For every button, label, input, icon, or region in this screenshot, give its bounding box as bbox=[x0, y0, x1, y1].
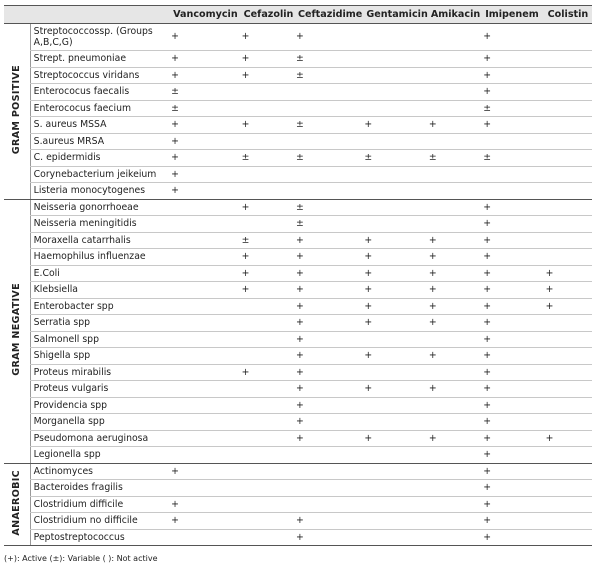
susceptibility-cell: + bbox=[429, 381, 483, 398]
organism-name: C. epidermidis bbox=[30, 150, 171, 167]
susceptibility-cell: + bbox=[296, 414, 364, 431]
susceptibility-cell: + bbox=[242, 282, 296, 299]
susceptibility-cell bbox=[171, 298, 241, 315]
susceptibility-cell: + bbox=[296, 315, 364, 332]
susceptibility-cell bbox=[483, 133, 545, 150]
organism-name: Clostridium no difficile bbox=[30, 513, 171, 530]
susceptibility-cell bbox=[242, 414, 296, 431]
susceptibility-cell bbox=[171, 199, 241, 216]
susceptibility-cell bbox=[546, 84, 592, 101]
susceptibility-cell bbox=[546, 480, 592, 497]
susceptibility-cell bbox=[546, 249, 592, 266]
susceptibility-cell bbox=[429, 513, 483, 530]
susceptibility-cell: + bbox=[364, 315, 428, 332]
susceptibility-cell bbox=[364, 199, 428, 216]
column-header: Vancomycin bbox=[171, 6, 241, 24]
susceptibility-cell bbox=[364, 24, 428, 51]
susceptibility-cell bbox=[364, 496, 428, 513]
organism-name: Klebsiella bbox=[30, 282, 171, 299]
susceptibility-cell bbox=[429, 463, 483, 480]
susceptibility-cell: ± bbox=[483, 100, 545, 117]
susceptibility-cell: + bbox=[171, 150, 241, 167]
susceptibility-cell: + bbox=[296, 232, 364, 249]
susceptibility-cell: + bbox=[483, 67, 545, 84]
table-row bbox=[4, 51, 592, 68]
susceptibility-cell bbox=[546, 315, 592, 332]
susceptibility-cell bbox=[296, 463, 364, 480]
susceptibility-cell: + bbox=[483, 480, 545, 497]
susceptibility-cell: + bbox=[429, 315, 483, 332]
table-row bbox=[4, 282, 592, 299]
table-row bbox=[4, 447, 592, 464]
table-row bbox=[4, 216, 592, 233]
susceptibility-cell: + bbox=[171, 67, 241, 84]
susceptibility-cell bbox=[171, 381, 241, 398]
organism-name: Providencia spp bbox=[30, 397, 171, 414]
column-header: Ceftazidime bbox=[296, 6, 364, 24]
organism-name: Corynebacterium jeikeium bbox=[30, 166, 171, 183]
susceptibility-cell: + bbox=[483, 315, 545, 332]
susceptibility-cell: + bbox=[171, 166, 241, 183]
susceptibility-cell bbox=[242, 315, 296, 332]
table-row bbox=[4, 100, 592, 117]
susceptibility-cell: + bbox=[429, 232, 483, 249]
susceptibility-cell bbox=[546, 348, 592, 365]
header-corner bbox=[4, 6, 30, 24]
table-row bbox=[4, 397, 592, 414]
susceptibility-cell bbox=[546, 100, 592, 117]
susceptibility-cell bbox=[242, 84, 296, 101]
organism-name: Peptostreptococcus bbox=[30, 529, 171, 546]
susceptibility-cell: + bbox=[483, 282, 545, 299]
table-row bbox=[4, 315, 592, 332]
susceptibility-cell: + bbox=[171, 183, 241, 200]
susceptibility-cell: + bbox=[429, 430, 483, 447]
table-row bbox=[4, 133, 592, 150]
column-header: Amikacin bbox=[429, 6, 483, 24]
susceptibility-cell: + bbox=[429, 282, 483, 299]
susceptibility-cell bbox=[171, 397, 241, 414]
susceptibility-cell bbox=[546, 117, 592, 134]
susceptibility-cell: + bbox=[483, 199, 545, 216]
susceptibility-cell: + bbox=[483, 397, 545, 414]
susceptibility-cell bbox=[429, 67, 483, 84]
susceptibility-cell: + bbox=[483, 331, 545, 348]
susceptibility-cell bbox=[242, 447, 296, 464]
table-row bbox=[4, 166, 592, 183]
susceptibility-cell: + bbox=[483, 216, 545, 233]
susceptibility-cell bbox=[242, 496, 296, 513]
table-row bbox=[4, 513, 592, 530]
table-legend: (+): Active (±): Variable ( ): Not active bbox=[4, 554, 158, 563]
susceptibility-cell bbox=[364, 513, 428, 530]
susceptibility-cell: + bbox=[546, 282, 592, 299]
susceptibility-cell bbox=[429, 447, 483, 464]
susceptibility-cell bbox=[546, 166, 592, 183]
table-row bbox=[4, 24, 592, 51]
susceptibility-cell bbox=[429, 199, 483, 216]
column-header: Imipenem bbox=[483, 6, 545, 24]
susceptibility-cell bbox=[242, 381, 296, 398]
table-row bbox=[4, 414, 592, 431]
susceptibility-cell bbox=[546, 364, 592, 381]
susceptibility-cell bbox=[242, 397, 296, 414]
susceptibility-cell bbox=[242, 100, 296, 117]
susceptibility-cell bbox=[546, 183, 592, 200]
group-label: ANAEROBIC bbox=[11, 469, 23, 536]
susceptibility-cell bbox=[364, 51, 428, 68]
susceptibility-cell bbox=[364, 84, 428, 101]
table-row bbox=[4, 249, 592, 266]
susceptibility-cell: + bbox=[296, 529, 364, 546]
susceptibility-cell: ± bbox=[483, 150, 545, 167]
organism-name: Shigella spp bbox=[30, 348, 171, 365]
susceptibility-cell: + bbox=[483, 51, 545, 68]
susceptibility-cell bbox=[296, 496, 364, 513]
susceptibility-cell: + bbox=[546, 430, 592, 447]
organism-name: Listeria monocytogenes bbox=[30, 183, 171, 200]
susceptibility-cell bbox=[171, 348, 241, 365]
susceptibility-cell bbox=[242, 430, 296, 447]
susceptibility-cell: + bbox=[364, 282, 428, 299]
susceptibility-cell: + bbox=[483, 24, 545, 51]
susceptibility-cell: + bbox=[483, 414, 545, 431]
organism-name: Bacteroides fragilis bbox=[30, 480, 171, 497]
table-row bbox=[4, 364, 592, 381]
susceptibility-cell bbox=[546, 232, 592, 249]
susceptibility-cell: ± bbox=[429, 150, 483, 167]
susceptibility-cell bbox=[364, 133, 428, 150]
susceptibility-cell: + bbox=[483, 84, 545, 101]
susceptibility-cell: + bbox=[364, 348, 428, 365]
organism-name: E.Coli bbox=[30, 265, 171, 282]
susceptibility-cell bbox=[364, 100, 428, 117]
susceptibility-cell: + bbox=[296, 397, 364, 414]
column-header: Cefazolin bbox=[242, 6, 296, 24]
susceptibility-cell: + bbox=[546, 298, 592, 315]
susceptibility-cell bbox=[171, 249, 241, 266]
susceptibility-cell bbox=[296, 84, 364, 101]
susceptibility-cell bbox=[242, 166, 296, 183]
organism-name: Haemophilus influenzae bbox=[30, 249, 171, 266]
organism-name: Morganella spp bbox=[30, 414, 171, 431]
susceptibility-cell: + bbox=[296, 364, 364, 381]
table-row bbox=[4, 463, 592, 480]
susceptibility-cell bbox=[429, 183, 483, 200]
susceptibility-cell bbox=[429, 166, 483, 183]
susceptibility-cell bbox=[242, 216, 296, 233]
susceptibility-cell: + bbox=[483, 513, 545, 530]
susceptibility-cell: + bbox=[296, 331, 364, 348]
susceptibility-cell bbox=[171, 232, 241, 249]
susceptibility-cell bbox=[546, 67, 592, 84]
susceptibility-cell: + bbox=[242, 364, 296, 381]
susceptibility-cell: + bbox=[171, 51, 241, 68]
susceptibility-cell: + bbox=[171, 513, 241, 530]
table-row bbox=[4, 381, 592, 398]
susceptibility-cell bbox=[546, 381, 592, 398]
susceptibility-cell: ± bbox=[296, 67, 364, 84]
susceptibility-cell: + bbox=[242, 24, 296, 51]
header-organism bbox=[30, 6, 171, 24]
susceptibility-cell: + bbox=[483, 265, 545, 282]
susceptibility-cell: + bbox=[242, 51, 296, 68]
susceptibility-cell: + bbox=[296, 513, 364, 530]
organism-name: Pseudomona aeruginosa bbox=[30, 430, 171, 447]
susceptibility-cell: + bbox=[483, 117, 545, 134]
susceptibility-cell: + bbox=[296, 249, 364, 266]
susceptibility-cell: + bbox=[242, 67, 296, 84]
table-row bbox=[4, 232, 592, 249]
susceptibility-cell: + bbox=[242, 249, 296, 266]
susceptibility-cell: + bbox=[296, 24, 364, 51]
antibiotic-susceptibility-table bbox=[4, 5, 592, 546]
organism-name: Enterobacter spp bbox=[30, 298, 171, 315]
susceptibility-cell bbox=[546, 463, 592, 480]
susceptibility-cell bbox=[546, 331, 592, 348]
table-row bbox=[4, 480, 592, 497]
susceptibility-cell bbox=[429, 216, 483, 233]
susceptibility-cell bbox=[364, 447, 428, 464]
susceptibility-cell: ± bbox=[242, 232, 296, 249]
table-row bbox=[4, 430, 592, 447]
susceptibility-cell bbox=[171, 364, 241, 381]
susceptibility-cell bbox=[429, 397, 483, 414]
susceptibility-cell bbox=[429, 100, 483, 117]
susceptibility-cell bbox=[546, 496, 592, 513]
susceptibility-cell bbox=[429, 480, 483, 497]
susceptibility-cell bbox=[171, 331, 241, 348]
susceptibility-cell bbox=[242, 183, 296, 200]
susceptibility-cell bbox=[429, 84, 483, 101]
susceptibility-cell: + bbox=[171, 24, 241, 51]
susceptibility-cell: + bbox=[483, 463, 545, 480]
group-label: GRAM NEGATIVE bbox=[11, 283, 23, 376]
organism-name: S. aureus MSSA bbox=[30, 117, 171, 134]
table-body bbox=[4, 24, 592, 546]
susceptibility-cell: + bbox=[483, 496, 545, 513]
susceptibility-cell: + bbox=[429, 117, 483, 134]
susceptibility-cell: ± bbox=[242, 150, 296, 167]
organism-name: Proteus mirabilis bbox=[30, 364, 171, 381]
susceptibility-cell: + bbox=[242, 265, 296, 282]
organism-name: Legionella spp bbox=[30, 447, 171, 464]
susceptibility-cell bbox=[296, 447, 364, 464]
susceptibility-cell: + bbox=[483, 364, 545, 381]
susceptibility-cell: + bbox=[242, 117, 296, 134]
header-row bbox=[4, 6, 592, 24]
susceptibility-cell bbox=[242, 298, 296, 315]
group-label: GRAM POSITIVE bbox=[11, 65, 23, 155]
susceptibility-cell: + bbox=[364, 430, 428, 447]
susceptibility-cell bbox=[171, 480, 241, 497]
susceptibility-cell: + bbox=[429, 348, 483, 365]
susceptibility-cell: + bbox=[364, 298, 428, 315]
susceptibility-cell bbox=[364, 480, 428, 497]
susceptibility-cell bbox=[483, 183, 545, 200]
susceptibility-cell bbox=[546, 397, 592, 414]
column-header: Gentamicin bbox=[364, 6, 428, 24]
susceptibility-cell: + bbox=[364, 232, 428, 249]
organism-name: Enterococus faecium bbox=[30, 100, 171, 117]
susceptibility-cell: + bbox=[546, 265, 592, 282]
susceptibility-cell bbox=[429, 364, 483, 381]
table-row bbox=[4, 199, 592, 216]
susceptibility-cell bbox=[429, 414, 483, 431]
susceptibility-cell bbox=[546, 529, 592, 546]
table-row bbox=[4, 331, 592, 348]
susceptibility-cell bbox=[364, 183, 428, 200]
susceptibility-cell: + bbox=[483, 298, 545, 315]
susceptibility-cell: + bbox=[483, 430, 545, 447]
susceptibility-cell: ± bbox=[296, 51, 364, 68]
organism-name: Clostridium difficile bbox=[30, 496, 171, 513]
susceptibility-cell: + bbox=[171, 133, 241, 150]
susceptibility-cell: + bbox=[364, 265, 428, 282]
susceptibility-cell bbox=[364, 529, 428, 546]
susceptibility-cell bbox=[546, 216, 592, 233]
organism-name: Streptococcus viridans bbox=[30, 67, 171, 84]
table-row bbox=[4, 298, 592, 315]
susceptibility-cell: + bbox=[483, 381, 545, 398]
susceptibility-cell bbox=[171, 265, 241, 282]
organism-name: Salmonell spp bbox=[30, 331, 171, 348]
susceptibility-cell: + bbox=[429, 298, 483, 315]
group-label-cell bbox=[4, 463, 30, 546]
susceptibility-cell bbox=[242, 480, 296, 497]
susceptibility-cell bbox=[429, 133, 483, 150]
table-row bbox=[4, 183, 592, 200]
susceptibility-cell: + bbox=[296, 430, 364, 447]
susceptibility-cell bbox=[364, 216, 428, 233]
organism-name: Actinomyces bbox=[30, 463, 171, 480]
table-row bbox=[4, 117, 592, 134]
table-header bbox=[4, 6, 592, 24]
susceptibility-cell bbox=[242, 133, 296, 150]
table-row bbox=[4, 348, 592, 365]
susceptibility-cell: ± bbox=[171, 100, 241, 117]
susceptibility-cell bbox=[171, 430, 241, 447]
table-row bbox=[4, 529, 592, 546]
table-row bbox=[4, 496, 592, 513]
susceptibility-cell: + bbox=[296, 265, 364, 282]
susceptibility-cell: ± bbox=[296, 117, 364, 134]
table-row bbox=[4, 150, 592, 167]
susceptibility-cell bbox=[546, 199, 592, 216]
susceptibility-cell: + bbox=[296, 282, 364, 299]
susceptibility-cell bbox=[171, 216, 241, 233]
susceptibility-cell: + bbox=[483, 348, 545, 365]
susceptibility-cell bbox=[546, 447, 592, 464]
susceptibility-cell bbox=[242, 463, 296, 480]
susceptibility-cell bbox=[546, 51, 592, 68]
susceptibility-cell bbox=[364, 397, 428, 414]
organism-name: Moraxella catarrhalis bbox=[30, 232, 171, 249]
susceptibility-cell: + bbox=[296, 348, 364, 365]
susceptibility-cell bbox=[546, 414, 592, 431]
susceptibility-cell: + bbox=[429, 265, 483, 282]
susceptibility-cell bbox=[242, 513, 296, 530]
susceptibility-cell bbox=[429, 331, 483, 348]
susceptibility-cell bbox=[296, 183, 364, 200]
susceptibility-cell: + bbox=[171, 496, 241, 513]
susceptibility-cell bbox=[242, 331, 296, 348]
susceptibility-cell: ± bbox=[296, 199, 364, 216]
organism-name: Proteus vulgaris bbox=[30, 381, 171, 398]
susceptibility-cell: + bbox=[483, 529, 545, 546]
organism-name: Streptococcossp. (Groups A,B,C,G) bbox=[30, 24, 171, 51]
table-row bbox=[4, 265, 592, 282]
organism-name: Neisseria gonorrhoeae bbox=[30, 199, 171, 216]
susceptibility-cell bbox=[171, 315, 241, 332]
susceptibility-cell bbox=[483, 166, 545, 183]
susceptibility-cell: + bbox=[171, 117, 241, 134]
group-label-cell bbox=[4, 199, 30, 463]
organism-name: Enterococus faecalis bbox=[30, 84, 171, 101]
susceptibility-cell: + bbox=[483, 447, 545, 464]
susceptibility-cell bbox=[546, 133, 592, 150]
susceptibility-cell bbox=[546, 150, 592, 167]
susceptibility-cell bbox=[364, 166, 428, 183]
susceptibility-cell bbox=[546, 513, 592, 530]
susceptibility-cell bbox=[296, 480, 364, 497]
susceptibility-cell bbox=[364, 463, 428, 480]
susceptibility-cell bbox=[364, 414, 428, 431]
susceptibility-cell bbox=[364, 364, 428, 381]
susceptibility-cell: ± bbox=[296, 150, 364, 167]
susceptibility-cell bbox=[171, 529, 241, 546]
susceptibility-cell bbox=[296, 166, 364, 183]
susceptibility-cell bbox=[171, 447, 241, 464]
susceptibility-cell: + bbox=[171, 463, 241, 480]
susceptibility-cell: + bbox=[364, 117, 428, 134]
susceptibility-cell: + bbox=[242, 199, 296, 216]
table-row bbox=[4, 67, 592, 84]
susceptibility-cell bbox=[364, 67, 428, 84]
susceptibility-cell bbox=[242, 348, 296, 365]
susceptibility-cell bbox=[296, 100, 364, 117]
susceptibility-cell: ± bbox=[364, 150, 428, 167]
susceptibility-cell bbox=[296, 133, 364, 150]
table-row bbox=[4, 84, 592, 101]
susceptibility-cell bbox=[242, 529, 296, 546]
susceptibility-cell: + bbox=[483, 249, 545, 266]
group-label-cell bbox=[4, 24, 30, 200]
susceptibility-cell bbox=[429, 51, 483, 68]
susceptibility-cell bbox=[546, 24, 592, 51]
susceptibility-cell bbox=[171, 282, 241, 299]
susceptibility-cell: + bbox=[364, 381, 428, 398]
susceptibility-cell: + bbox=[296, 298, 364, 315]
susceptibility-cell bbox=[429, 496, 483, 513]
column-header: Colistin bbox=[546, 6, 592, 24]
organism-name: Serratia spp bbox=[30, 315, 171, 332]
susceptibility-cell: + bbox=[483, 232, 545, 249]
susceptibility-cell bbox=[429, 24, 483, 51]
organism-name: S.aureus MRSA bbox=[30, 133, 171, 150]
susceptibility-cell bbox=[364, 331, 428, 348]
susceptibility-cell: ± bbox=[171, 84, 241, 101]
susceptibility-cell: ± bbox=[296, 216, 364, 233]
susceptibility-cell: + bbox=[364, 249, 428, 266]
susceptibility-cell: + bbox=[429, 249, 483, 266]
susceptibility-cell bbox=[429, 529, 483, 546]
susceptibility-cell bbox=[171, 414, 241, 431]
organism-name: Neisseria meningitidis bbox=[30, 216, 171, 233]
organism-name: Strept. pneumoniae bbox=[30, 51, 171, 68]
susceptibility-cell: + bbox=[296, 381, 364, 398]
